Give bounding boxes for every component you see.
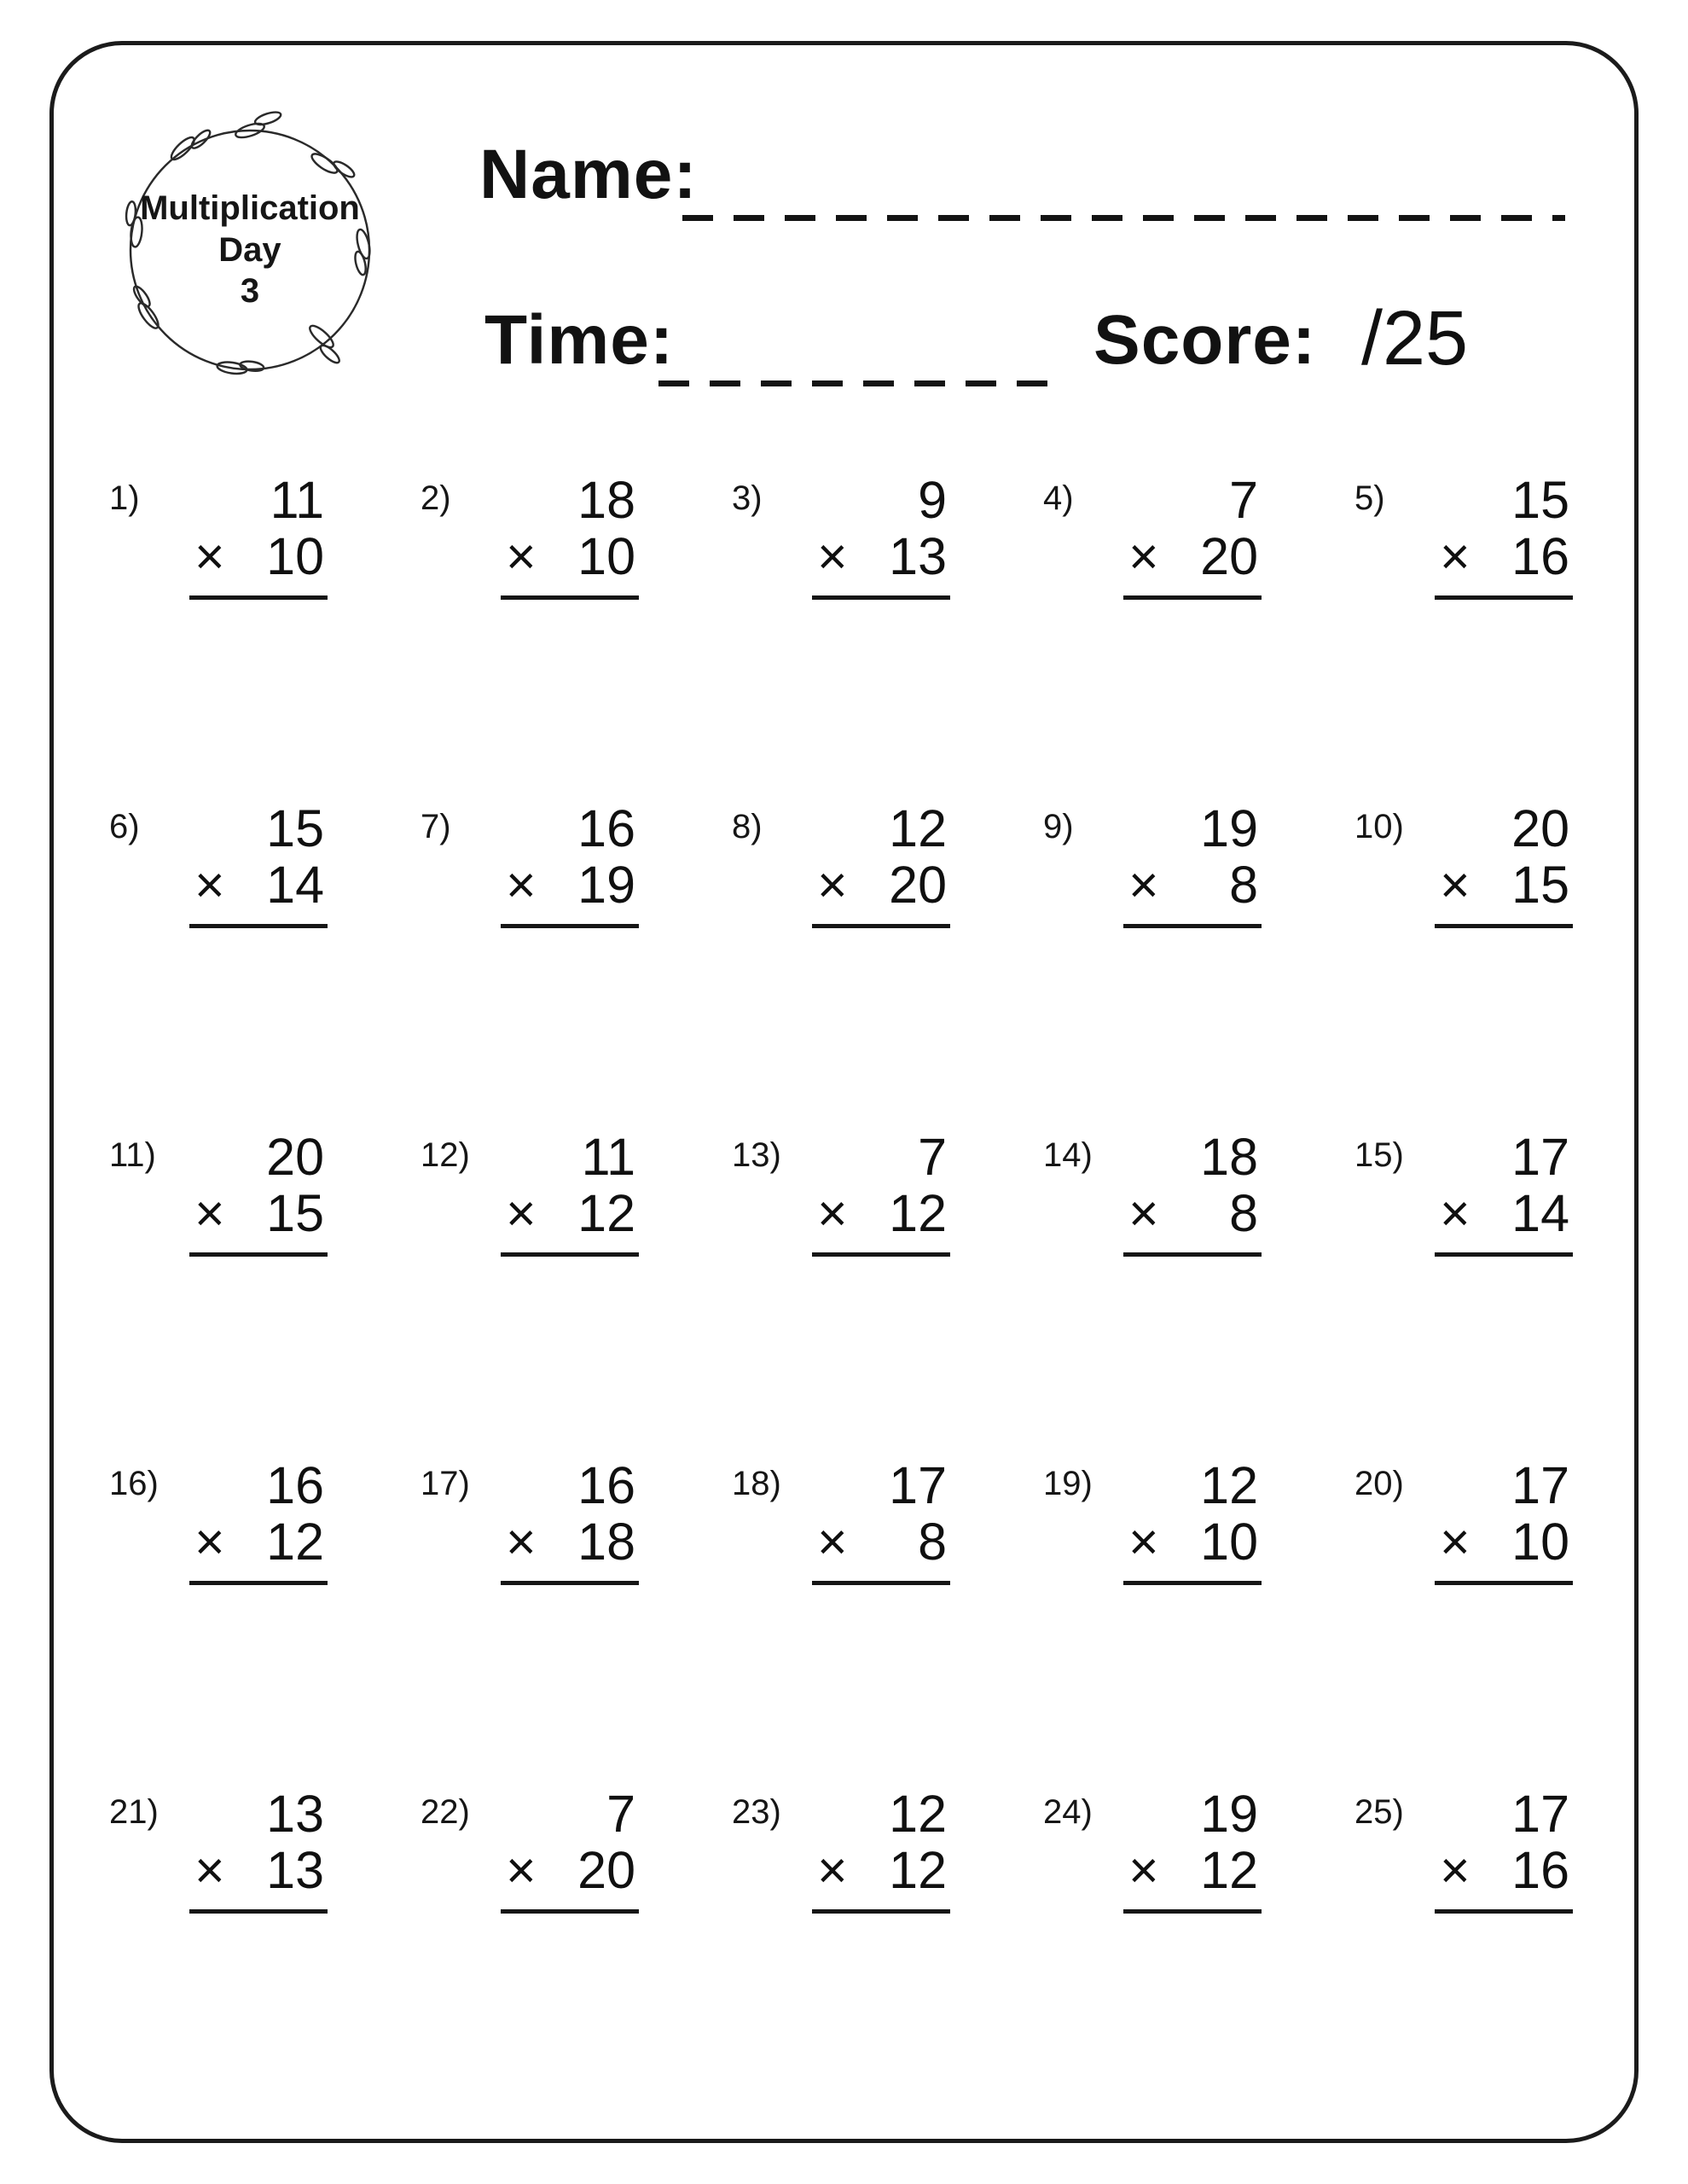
problem: [109, 796, 421, 1124]
problem-number: 6): [109, 808, 140, 845]
multiplier: 12: [577, 1183, 635, 1242]
multiplicand: 19: [1200, 799, 1258, 857]
operands: [812, 1458, 950, 1585]
operands: [1435, 1458, 1573, 1585]
problem-number: 19): [1043, 1465, 1093, 1502]
problem: [732, 1453, 1043, 1781]
multiply-sign: ×: [817, 1840, 848, 1899]
problem-number: 18): [732, 1465, 781, 1502]
problem: [1354, 1781, 1666, 2110]
operands: [812, 801, 950, 928]
time-label: Time:: [484, 301, 675, 379]
problem: [732, 468, 1043, 796]
multiplicand: 17: [1511, 1456, 1569, 1514]
multiplicand: 17: [889, 1456, 947, 1514]
multiplier: 15: [266, 1183, 324, 1242]
badge-line-3: 3: [240, 272, 260, 311]
operands: [812, 473, 950, 600]
problem-number: 3): [732, 479, 763, 517]
operands: [1123, 1458, 1262, 1585]
multiply-sign: ×: [194, 855, 225, 914]
multiplicand: 11: [270, 471, 324, 529]
multiplier: 20: [1200, 526, 1258, 585]
multiplicand: 15: [266, 799, 324, 857]
operands: [501, 801, 639, 928]
score-value: /25: [1361, 296, 1469, 381]
multiplicand: 16: [577, 799, 635, 857]
multiply-sign: ×: [1128, 855, 1159, 914]
multiplicand: 17: [1511, 1785, 1569, 1843]
problem-number: 23): [732, 1793, 781, 1831]
multiply-sign: ×: [506, 526, 537, 585]
multiplicand: 12: [889, 799, 947, 857]
multiplier: 20: [577, 1840, 635, 1899]
problem-number: 7): [421, 808, 451, 845]
problem: [1354, 796, 1666, 1124]
multiply-sign: ×: [506, 1512, 537, 1571]
multiplier: 12: [889, 1840, 947, 1899]
problem: [1043, 1781, 1354, 2110]
multiplicand: 12: [1200, 1456, 1258, 1514]
multiply-sign: ×: [506, 855, 537, 914]
problem-number: 22): [421, 1793, 470, 1831]
multiplicand: 7: [918, 1128, 947, 1186]
multiply-sign: ×: [817, 1512, 848, 1571]
operands: [1123, 473, 1262, 600]
multiplier: 8: [1229, 855, 1258, 914]
problem: [1354, 468, 1666, 796]
multiplier: 10: [266, 526, 324, 585]
problem-number: 20): [1354, 1465, 1404, 1502]
multiplicand: 20: [1511, 799, 1569, 857]
operands: [501, 1786, 639, 1914]
badge-line-2: Day: [218, 230, 281, 269]
score-label: Score:: [1093, 301, 1317, 379]
problem: [732, 1124, 1043, 1453]
multiplier: 8: [1229, 1183, 1258, 1242]
multiplier: 10: [1200, 1512, 1258, 1571]
operands: [812, 1130, 950, 1257]
multiplier: 20: [889, 855, 947, 914]
problem: [1043, 796, 1354, 1124]
multiplier: 10: [1511, 1512, 1569, 1571]
multiply-sign: ×: [817, 526, 848, 585]
problem-number: 8): [732, 808, 763, 845]
multiply-sign: ×: [1128, 526, 1159, 585]
operands: [189, 1458, 328, 1585]
operands: [812, 1786, 950, 1914]
operands: [1123, 1786, 1262, 1914]
multiplicand: 15: [1511, 471, 1569, 529]
multiply-sign: ×: [506, 1183, 537, 1242]
problem-number: 14): [1043, 1136, 1093, 1174]
multiplier: 8: [918, 1512, 947, 1571]
problems-grid: [109, 468, 1666, 2110]
multiplicand: 9: [918, 471, 947, 529]
time-blank-line: [658, 380, 1068, 386]
multiply-sign: ×: [194, 1512, 225, 1571]
problem: [1354, 1124, 1666, 1453]
problem-number: 25): [1354, 1793, 1404, 1831]
multiplier: 14: [266, 855, 324, 914]
problem: [421, 796, 732, 1124]
problem-number: 11): [109, 1136, 156, 1174]
name-label: Name:: [479, 136, 698, 213]
multiplier: 12: [266, 1512, 324, 1571]
multiply-sign: ×: [506, 1840, 537, 1899]
problem: [732, 1781, 1043, 2110]
wreath-badge: [101, 101, 399, 399]
multiply-sign: ×: [1440, 526, 1470, 585]
multiply-sign: ×: [1128, 1512, 1159, 1571]
multiplier: 13: [889, 526, 947, 585]
multiplicand: 16: [266, 1456, 324, 1514]
multiplicand: 19: [1200, 1785, 1258, 1843]
problem: [1354, 1453, 1666, 1781]
multiplier: 15: [1511, 855, 1569, 914]
problem-number: 15): [1354, 1136, 1404, 1174]
name-blank-line: [682, 215, 1565, 221]
problem: [109, 1124, 421, 1453]
multiply-sign: ×: [194, 1840, 225, 1899]
problem: [732, 796, 1043, 1124]
multiply-sign: ×: [194, 1183, 225, 1242]
multiply-sign: ×: [1440, 1183, 1470, 1242]
problem-number: 1): [109, 479, 140, 517]
problem: [421, 1781, 732, 2110]
multiply-sign: ×: [1440, 1840, 1470, 1899]
multiplier: 13: [266, 1840, 324, 1899]
multiplier: 16: [1511, 526, 1569, 585]
multiplicand: 20: [266, 1128, 324, 1186]
multiplicand: 7: [1229, 471, 1258, 529]
multiplicand: 17: [1511, 1128, 1569, 1186]
multiplier: 10: [577, 526, 635, 585]
multiplier: 19: [577, 855, 635, 914]
multiply-sign: ×: [817, 1183, 848, 1242]
operands: [1435, 1786, 1573, 1914]
problem-number: 24): [1043, 1793, 1093, 1831]
problem-number: 4): [1043, 479, 1074, 517]
multiply-sign: ×: [1128, 1840, 1159, 1899]
multiplicand: 11: [581, 1128, 635, 1186]
problem-number: 12): [421, 1136, 470, 1174]
problem-number: 17): [421, 1465, 470, 1502]
problem-number: 2): [421, 479, 451, 517]
problem-number: 16): [109, 1465, 159, 1502]
multiplier: 18: [577, 1512, 635, 1571]
multiplicand: 7: [606, 1785, 635, 1843]
multiplicand: 18: [1200, 1128, 1258, 1186]
operands: [501, 473, 639, 600]
operands: [1435, 801, 1573, 928]
problem: [1043, 468, 1354, 796]
multiply-sign: ×: [1440, 855, 1470, 914]
operands: [1435, 473, 1573, 600]
multiplier: 16: [1511, 1840, 1569, 1899]
problem: [109, 1453, 421, 1781]
operands: [501, 1458, 639, 1585]
problem: [109, 1781, 421, 2110]
multiply-sign: ×: [817, 855, 848, 914]
multiplier: 12: [889, 1183, 947, 1242]
problem-number: 5): [1354, 479, 1385, 517]
problem: [1043, 1453, 1354, 1781]
multiply-sign: ×: [194, 526, 225, 585]
problem: [421, 468, 732, 796]
multiply-sign: ×: [1440, 1512, 1470, 1571]
multiplicand: 12: [889, 1785, 947, 1843]
multiplicand: 16: [577, 1456, 635, 1514]
operands: [1435, 1130, 1573, 1257]
operands: [189, 1786, 328, 1914]
badge-line-1: Multiplication: [140, 189, 360, 227]
multiplier: 14: [1511, 1183, 1569, 1242]
problem-number: 9): [1043, 808, 1074, 845]
operands: [1123, 801, 1262, 928]
multiply-sign: ×: [1128, 1183, 1159, 1242]
operands: [501, 1130, 639, 1257]
multiplier: 12: [1200, 1840, 1258, 1899]
problem: [421, 1453, 732, 1781]
operands: [189, 801, 328, 928]
multiplicand: 13: [266, 1785, 324, 1843]
problem-number: 21): [109, 1793, 159, 1831]
multiplicand: 18: [577, 471, 635, 529]
problem-number: 13): [732, 1136, 781, 1174]
problem: [421, 1124, 732, 1453]
badge-title: [101, 101, 399, 399]
operands: [1123, 1130, 1262, 1257]
operands: [189, 473, 328, 600]
problem-number: 10): [1354, 808, 1404, 845]
problem: [109, 468, 421, 796]
problem: [1043, 1124, 1354, 1453]
operands: [189, 1130, 328, 1257]
